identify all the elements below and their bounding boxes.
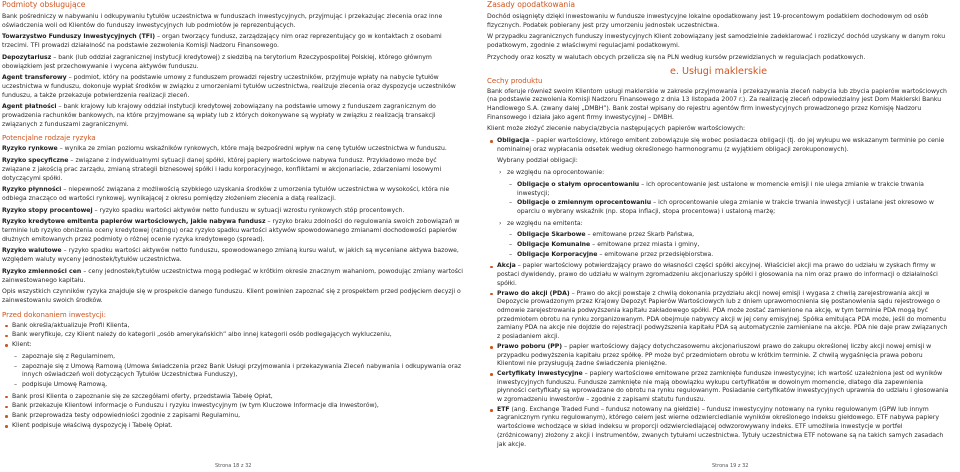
- risk-summary-paragraph: Opis wszystkich czynników ryzyka znajduje się w prospekcie danego funduszu. Klient powinien zapoznać się z prospektem przed podjęciem decyzji o zainwestowaniu swoich środków.: [2, 288, 461, 304]
- liquidity-risk-paragraph: Ryzyko płynności – niepewność związana z możliwością szybkiego uzyskania środków z umorzenia tytułów uczestnictwa w wysokości, która nie odbiega znacząco od wartości rynkowej, wynikającej z okresu pomiędzy złożeniem zlecenia a datą realizacji.: [2, 186, 450, 202]
- credit-risk-paragraph: Ryzyko kredytowe emitenta papierów wartościowych, jakie nabywa fundusz – ryzyko braku zdolności do regulowania swoich zobowiązań w terminie lub ryzyko obniżenia oceny kredytowej (ratingu) oraz ryzyko spadku wartości aktywów spowodowanego zmianami dochodowości papierów dłużnych emitowanych przez podmioty o różnej ocenie ryzyka kredytowego (spread).: [2, 218, 460, 243]
- tax-paragraph-1: Dochód osiągnięty dzięki inwestowaniu w fundusze inwestycyjne lokalne opodatkowany jest 19-procentowym podatkiem dochodowym od osób fizycznych. Podatek pobierany jest przy umorzeniu jednostek uczestnictwa.: [487, 13, 929, 29]
- variability-risk-paragraph: Ryzyko zmienności cen – ceny jednostek/tytułów uczestnictwa mogą podlegać w krótkim okresie znacznym wahaniom, powodując zmiany wartości zainwestowanego kapitału.: [2, 267, 464, 284]
- list-item-etf: ETF (ang. Exchange Traded Fund – fundusz notowany na giełdzie) – fundusz inwestycyjny notowany na rynku regulowanym (GPW lub innym zagranicznym rynku regulowanym), którego celem jest wierne odzwierciedlanie wyników określonego indeksu giełdowego. ETF nabywa papiery wartościowe wchodzące w skład indeksu w proporcji odzwierciedlającej odwzorowywany indeks. ETF umożliwia inwestycje w portfel (zróżnicowany) złożony z akcji i instrumentów, zwanych tytułami uczestnictwa. Tytuły uczestnictwa ETF notowane są na takich samych zasadach jak akcje.: [487, 406, 950, 450]
- features-heading: Cechy produktu: [487, 76, 543, 85]
- intro-paragraph: Bank pośredniczy w nabywaniu i odkupywaniu tytułów uczestnictwa w funduszach inwestycyjnych, przyjmując i przekazując zlecenia oraz inne oświadczenia woli od Klientów do funduszy inwestycyjnych lub podmiotów je reprezentujących.: [2, 13, 443, 29]
- tax-paragraph-3: Przychody oraz koszty w walutach obcych przelicza się na PLN według kursów przewidzianych w regulacjach podatkowych.: [487, 53, 866, 61]
- after-list: [2, 393, 465, 431]
- list-item: Bank prosi Klienta o zapoznanie się ze szczegółami oferty, przedstawia Tabelę Opłat,: [2, 393, 465, 402]
- page-number-left: Strona 18 z 32: [215, 463, 252, 469]
- taxes-heading: Zasady opodatkowania: [487, 0, 575, 9]
- tax-paragraph-2: W przypadku zagranicznych funduszy inwestycyjnych Klient zobowiązany jest samodzielnie zadeklarować i rozliczyć dochód uzyskany w danym roku podatkowym, zgodnie z właściwymi regulacjami podatkowymi.: [487, 33, 946, 50]
- services-paragraph-1: Bank oferuje również swoim Klientom usługi maklerskie w zakresie przyjmowania i przekazywania zleceń nabycia lub zbycia papierów wartościowych (na podstawie zezwolenia Komisji Nadzoru Finansowego z dnia 13 listopada 2007 r.). Za realizację zleceń odpowiedzialny jest Dom Maklerski Banku Handlowego S.A. (zwany dalej „DMBH”). Bank został wpisany do rejestru agentów firm inwestycyjnych prowadzonego przez Komisję Nadzoru Finansowego i działa jako agent firmy inwestycyjnej – DMBH.: [487, 87, 947, 121]
- list-item: – zapoznaje się z Umową Ramową (Umowa świadczenia przez Bank Usługi przyjmowania i przekazywania Zleceń nabywania i odkupywania oraz innych oświadczeń woli dotyczących Tytułów Uczestnictwa Funduszy),: [12, 363, 465, 380]
- client-sublist: [12, 353, 465, 390]
- list-item-pp: Prawo poboru (PP) – papier wartościowy dający dotychczasowemu akcjonariuszowi prawo do zakupu określonej liczby akcji nowej emisji w przypadku podwyższenia kapitału przez spółkę. PP może być przedmiotem obrotu w krótkim terminie. Z chwilą wygaśnięcia prawa poboru Klientowi nie przysługują żadne świadczenia pieniężne.: [487, 343, 950, 369]
- rate-type-list: [507, 181, 950, 217]
- risks-heading: Potencjalne rodzaje ryzyka: [2, 134, 96, 143]
- fx-risk-paragraph: Ryzyko walutowe – ryzyko spadku wartości aktywów netto funduszu, spowodowanego zmianą kursu walut, w jakich są wyceniane aktywa bazowe, względem waluty wyceny jednostek/tytułów uczestnictwa.: [2, 247, 459, 264]
- tfi-paragraph: Towarzystwo Funduszy Inwestycyjnych (TFI) – organ tworzący fundusz, zarządzający nim oraz reprezentujący go w kontaktach z osobami trzecimi. TFI prowadzi działalność na podstawie zezwolenia Komisji Nadzoru Finansowego.: [2, 33, 442, 50]
- rate-risk-paragraph: Ryzyko stopy procentowej – ryzyko spadku wartości aktywów netto funduszu w sytuacji wzrostu rynkowych stóp procentowych.: [2, 206, 405, 214]
- list-item: Bank przekazuje Klientowi informacje o Funduszu i ryzyku inwestycyjnym (w tym Kluczowe Informacje dla Inwestorów),: [2, 402, 465, 411]
- issuer-list: [507, 231, 950, 259]
- payment-agent-term: Agent płatności: [2, 103, 57, 111]
- services-paragraph-2: Klient może złożyć zlecenie nabycia/zbycia następujących papierów wartościowych:: [487, 125, 746, 133]
- list-item-bonds: Obligacja – papier wartościowy, którego emitent zobowiązuje się wobec posiadacza obligacji (tj. do jej wykupu we wskazanym terminie po cenie nominalnej oraz wypłacania odsetek według określonego harmonogramu (z wyjątkiem obligacji zerokuponowych).: [487, 137, 950, 154]
- specific-risk-paragraph: Ryzyko specyficzne – związane z indywidualnymi sytuacji danej spółki, której papiery wartościowe nabywa fundusz. Przykładowo może być związane z jakością prac zarządu, zmianą strategii biznesowej spółki i ładu korporacyjnego, konfliktami w akcjonariacie, zdarzeniami losowymi dotyczącymi spółki.: [2, 157, 442, 182]
- bonds-split-1: [497, 169, 950, 178]
- list-item: Bank weryfikuje, czy Klient należy do kategorii „osób amerykańskich” albo innej kategorii osób podlegających wykluczeniu,: [2, 331, 465, 340]
- middlemen-heading: Podmioty obsługujące: [2, 0, 86, 9]
- tfi-term: Towarzystwo Funduszy Inwestycyjnych (TFI): [2, 33, 156, 41]
- list-item: – Obligacje Komunalne – emitowane przez miasta i gminy,: [507, 241, 950, 250]
- list-item: › ze względu na oprocentowanie:: [497, 169, 950, 178]
- before-investment-heading: Przed dokonaniem inwestycji:: [2, 310, 106, 319]
- bonds-split-2: [497, 220, 950, 229]
- list-item: – Obligacje o zmiennym oprocentowaniu – ich oprocentowanie ulega zmianie w trakcie trwania inwestycji i ustalane jest okresowo w oparciu o wybrany wskaźnik (np. stopa inflacji, stopa procentowa) i ustaloną marżę;: [507, 199, 950, 216]
- market-risk-paragraph: Ryzyko rynkowe – wynika ze zmian poziomu wskaźników rynkowych, które mają bezpośredni wpływ na cenę tytułów uczestnictwa w funduszu.: [2, 145, 447, 153]
- bonds-division-label: Wybrany podział obligacji:: [497, 157, 578, 165]
- before-list: [2, 322, 465, 350]
- payment-agent-paragraph: Agent płatności – bank krajowy lub krajowy oddział instytucji kredytowej zobowiązany na podstawie umowy z funduszem zagranicznym do prowadzenia rachunków bankowych, na które przyjmowane są wpłaty lub z których dokonywane są wypłaty w związku z realizacją transakcji związanych z funduszami zagranicznymi.: [2, 103, 436, 128]
- page-number-right: Strona 19 z 32: [712, 463, 749, 469]
- list-item-pda: Prawo do akcji (PDA) – Prawo do akcji powstaje z chwilą dokonania przydziału akcji nowej emisji i wygasa z chwilą zarejestrowania akcji w Depozycie prowadzonym przez Krajowy Depozyt Papierów Wartościowych lub z dniem uprawomocnienia się postanowienia sądu rejestrowego o odmowie zarejestrowania podwyższenia kapitału zakładowego spółki. PDA może zostać zamienione na akcję, w tym terminie PDA mogą być przedmiotem obrotu na rynku zorganizowanym. PDA obejmuje nabywcy akcji w jej ceny emisyjnej. Spółka emitująca PDA może, jeśli do momentu zamiany PDA na akcje nie dojdzie do rejestracji podwyższenia kapitału PDA są automatycznie zamieniane na akcje. PDA nie daje praw związanych z posiadaniem akcji.: [487, 290, 950, 342]
- left-column: [2, 0, 465, 433]
- list-item: Bank przeprowadza testy odpowiedniości zgodnie z zapisami Regulaminu,: [2, 412, 465, 421]
- list-item: – Obligacje Skarbowe – emitowane przez Skarb Państwa,: [507, 231, 950, 240]
- list-item: – Obligacje Korporacyjne – emitowane przez przedsiębiorstwa.: [507, 251, 950, 260]
- transfer-agent-paragraph: Agent transferowy – podmiot, który na podstawie umowy z funduszem prowadzi rejestry uczestników, przyjmuje wpłaty na nabycie tytułów uczestnictwa w funduszu, dokonuje wypłat środków w związku z umorzeniami tytułów uczestnictwa, realizuje zlecenia oraz dyspozycje uczestników funduszu, a także przekazuje potwierdzenia realizacji zleceń.: [2, 74, 456, 99]
- list-item: – podpisuje Umowę Ramową,: [12, 381, 465, 390]
- right-column: [487, 0, 950, 452]
- depository-term: Depozytariusz: [2, 53, 52, 61]
- list-item-certificates: Certyfikaty inwestycyjne – papiery wartościowe emitowane przez zamknięte fundusze inwestycyjne; ich wartość uzależniona jest od wyników inwestycyjnych funduszu. Fundusze zamknięte nie mają obowiązku wykupu certyfikatów w dowolnym momencie, dlatego dla zapewnienia płynności certyfikaty są wprowadzane do obrotu na rynku regulowanym. Posiadanie certyfikatów inwestycyjnych uprawnia do udziału i głosowania w zgromadzeniu inwestorów – zgodnie z zapisami statutu funduszu.: [487, 370, 950, 405]
- list-item: – zapoznaje się z Regulaminem,: [12, 353, 465, 362]
- list-item: Klient podpisuje właściwą dyspozycję i Tabelę Opłat.: [2, 422, 465, 431]
- list-item: – Obligacje o stałym oprocentowaniu – ich oprocentowanie jest ustalone w momencie emisji i nie ulega zmianie w trakcie trwania inwestycji;: [507, 181, 950, 198]
- list-item: Klient:: [2, 341, 465, 350]
- transfer-agent-term: Agent transferowy: [2, 74, 67, 82]
- list-item: › ze względu na emitenta:: [497, 220, 950, 229]
- securities-list-2: [487, 262, 950, 449]
- section-e-heading: e. Usługi maklerskie: [669, 65, 768, 77]
- list-item: Bank określa/aktualizuje Profil Klienta,: [2, 322, 465, 331]
- securities-list: [487, 137, 950, 154]
- list-item-share: Akcja – papier wartościowy potwierdzający prawo do własności części spółki akcyjnej. Właściciel akcji ma prawo do udziału w zyskach firmy w postaci dywidendy, prawo do udziału w walnym zgromadzeniu akcjonariuszy spółki i głosowania na nim oraz prawo do informacji o działalności spółki.: [487, 262, 950, 288]
- depository-paragraph: Depozytariusz – bank (lub oddział zagranicznej instytucji kredytowej) z siedzibą na terytorium Rzeczypospolitej Polskiej, którego głównym obowiązkiem jest przechowywanie i wycena aktywów funduszu.: [2, 53, 432, 70]
